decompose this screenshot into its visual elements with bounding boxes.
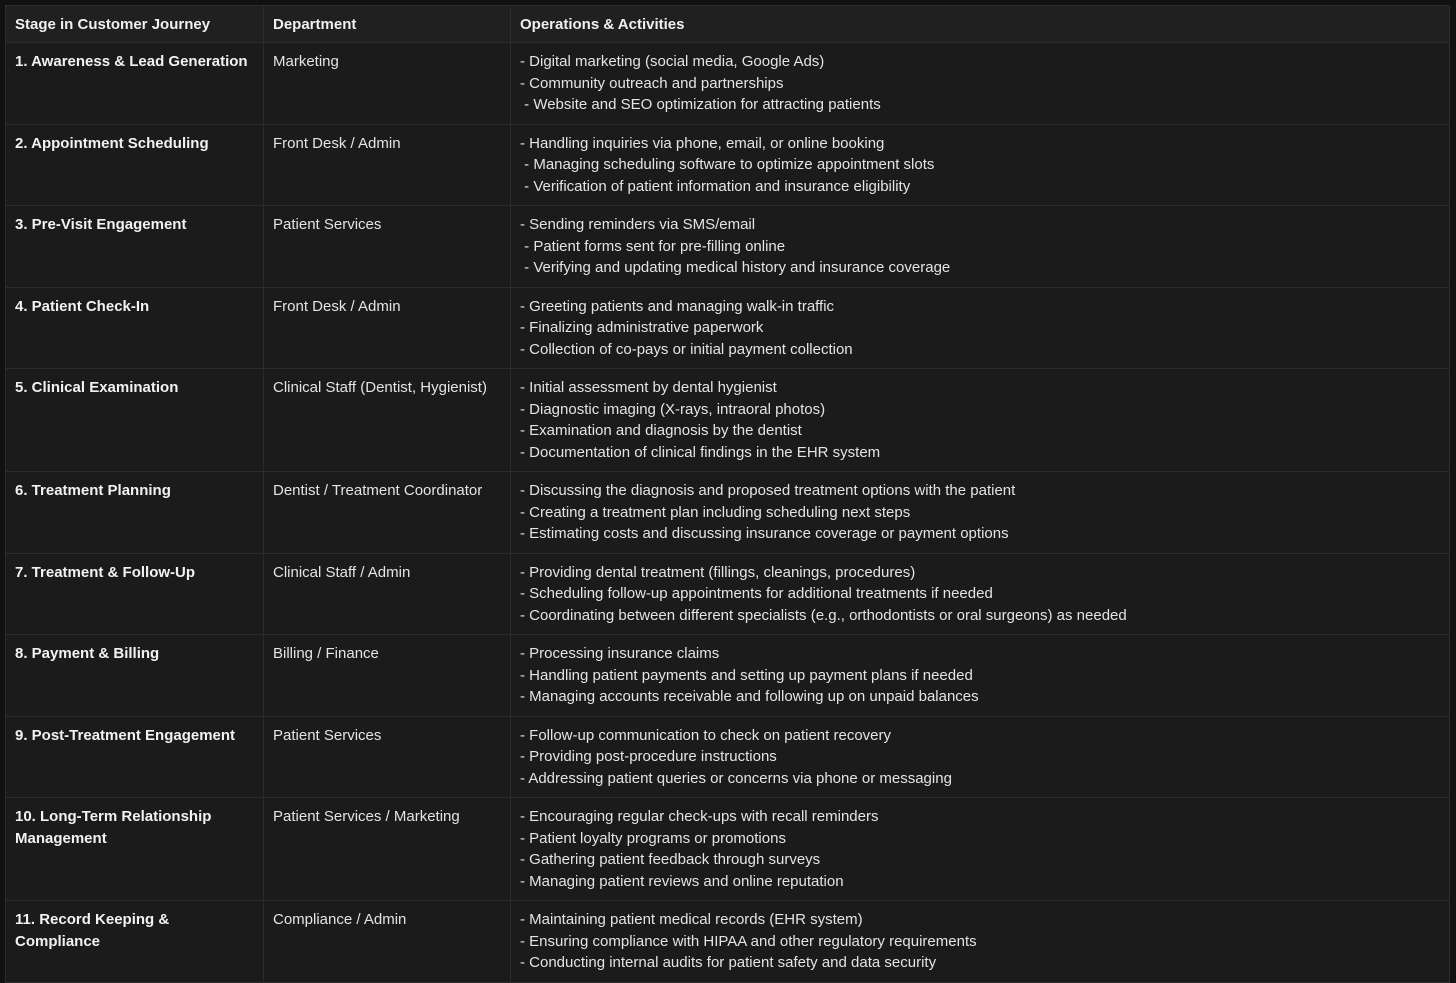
- header-row: [6, 6, 1450, 43]
- activity-line: - Handling inquiries via phone, email, or online booking: [520, 134, 885, 152]
- operations-cell: [511, 635, 1450, 717]
- activity-line: - Collection of co-pays or initial payment collection: [520, 340, 853, 358]
- department-cell: Patient Services: [264, 206, 511, 288]
- journey-table-container: [5, 5, 1449, 983]
- activity-line: - Digital marketing (social media, Google Ads): [520, 53, 825, 70]
- department-cell: Front Desk / Admin: [264, 124, 511, 206]
- department-cell: Clinical Staff (Dentist, Hygienist): [264, 369, 511, 472]
- department-cell: Clinical Staff / Admin: [264, 553, 511, 635]
- stage-cell: 2. Appointment Scheduling: [6, 124, 264, 206]
- activity-line: - Website and SEO optimization for attracting patients: [520, 96, 881, 113]
- activity-line: - Finalizing administrative paperwork: [520, 319, 764, 336]
- stage-cell: 11. Record Keeping & Compliance: [6, 901, 264, 983]
- table-row: [6, 472, 1450, 554]
- table-row: [6, 716, 1450, 798]
- operations-cell: [511, 206, 1450, 288]
- activity-line: - Conducting internal audits for patient safety and data security: [520, 954, 937, 971]
- activity-line: - Community outreach and partnerships: [520, 74, 784, 92]
- operations-cell: [511, 901, 1450, 983]
- customer-journey-table: [5, 5, 1450, 983]
- activity-line: - Discussing the diagnosis and proposed treatment options with the patient: [520, 482, 1016, 499]
- activity-line: - Greeting patients and managing walk-in traffic: [520, 297, 835, 315]
- activity-line: - Providing post-procedure instructions: [520, 748, 777, 765]
- header-operations: Operations & Activities: [511, 6, 1450, 43]
- activity-line: - Coordinating between different specialists (e.g., orthodontists or oral surgeons) as needed: [520, 606, 1127, 624]
- stage-cell: 7. Treatment & Follow-Up: [6, 553, 264, 635]
- activity-line: - Documentation of clinical findings in the EHR system: [520, 443, 881, 461]
- table-header: [6, 6, 1450, 43]
- activity-line: - Patient loyalty programs or promotions: [520, 829, 786, 847]
- activity-line: - Providing dental treatment (fillings, cleanings, procedures): [520, 563, 916, 581]
- table-row: [6, 43, 1450, 125]
- activity-line: - Processing insurance claims: [520, 645, 720, 662]
- activity-line: - Encouraging regular check-ups with recall reminders: [520, 808, 879, 825]
- operations-cell: [511, 716, 1450, 798]
- stage-cell: 6. Treatment Planning: [6, 472, 264, 554]
- activity-line: - Estimating costs and discussing insurance coverage or payment options: [520, 525, 1009, 542]
- table-row: [6, 798, 1450, 901]
- table-row: [6, 553, 1450, 635]
- department-cell: Billing / Finance: [264, 635, 511, 717]
- operations-cell: [511, 472, 1450, 554]
- activity-line: - Initial assessment by dental hygienist: [520, 379, 777, 396]
- department-cell: Dentist / Treatment Coordinator: [264, 472, 511, 554]
- table-body: [6, 43, 1450, 983]
- header-department: Department: [264, 6, 511, 43]
- activity-line: - Managing accounts receivable and following up on unpaid balances: [520, 688, 979, 705]
- table-row: [6, 635, 1450, 717]
- operations-cell: [511, 798, 1450, 901]
- activity-line: - Maintaining patient medical records (EHR system): [520, 911, 863, 928]
- activity-line: - Follow-up communication to check on patient recovery: [520, 726, 892, 744]
- stage-cell: 3. Pre-Visit Engagement: [6, 206, 264, 288]
- department-cell: Patient Services / Marketing: [264, 798, 511, 901]
- activity-line: - Diagnostic imaging (X-rays, intraoral photos): [520, 400, 826, 418]
- activity-line: - Verification of patient information and insurance eligibility: [520, 177, 911, 195]
- stage-cell: 8. Payment & Billing: [6, 635, 264, 717]
- operations-cell: [511, 287, 1450, 369]
- activity-line: - Managing patient reviews and online reputation: [520, 872, 844, 890]
- activity-line: - Addressing patient queries or concerns via phone or messaging: [520, 769, 952, 787]
- table-row: [6, 901, 1450, 983]
- activity-line: - Gathering patient feedback through surveys: [520, 851, 821, 868]
- activity-line: - Managing scheduling software to optimize appointment slots: [520, 156, 935, 173]
- header-stage: Stage in Customer Journey: [6, 6, 264, 43]
- operations-cell: [511, 43, 1450, 125]
- department-cell: Compliance / Admin: [264, 901, 511, 983]
- activity-line: - Verifying and updating medical history and insurance coverage: [520, 259, 951, 276]
- activity-line: - Scheduling follow-up appointments for additional treatments if needed: [520, 585, 993, 602]
- operations-cell: [511, 553, 1450, 635]
- table-row: [6, 124, 1450, 206]
- activity-line: - Ensuring compliance with HIPAA and other regulatory requirements: [520, 932, 977, 950]
- stage-cell: 9. Post-Treatment Engagement: [6, 716, 264, 798]
- activity-line: - Examination and diagnosis by the dentist: [520, 422, 802, 439]
- department-cell: Marketing: [264, 43, 511, 125]
- operations-cell: [511, 369, 1450, 472]
- department-cell: Front Desk / Admin: [264, 287, 511, 369]
- stage-cell: 10. Long-Term Relationship Management: [6, 798, 264, 901]
- activity-line: - Handling patient payments and setting up payment plans if needed: [520, 666, 973, 684]
- activity-line: - Patient forms sent for pre-filling online: [520, 237, 786, 255]
- operations-cell: [511, 124, 1450, 206]
- activity-line: - Creating a treatment plan including scheduling next steps: [520, 503, 911, 521]
- table-row: [6, 369, 1450, 472]
- table-row: [6, 206, 1450, 288]
- stage-cell: 5. Clinical Examination: [6, 369, 264, 472]
- table-row: [6, 287, 1450, 369]
- department-cell: Patient Services: [264, 716, 511, 798]
- stage-cell: 4. Patient Check-In: [6, 287, 264, 369]
- stage-cell: 1. Awareness & Lead Generation: [6, 43, 264, 125]
- activity-line: - Sending reminders via SMS/email: [520, 216, 756, 233]
